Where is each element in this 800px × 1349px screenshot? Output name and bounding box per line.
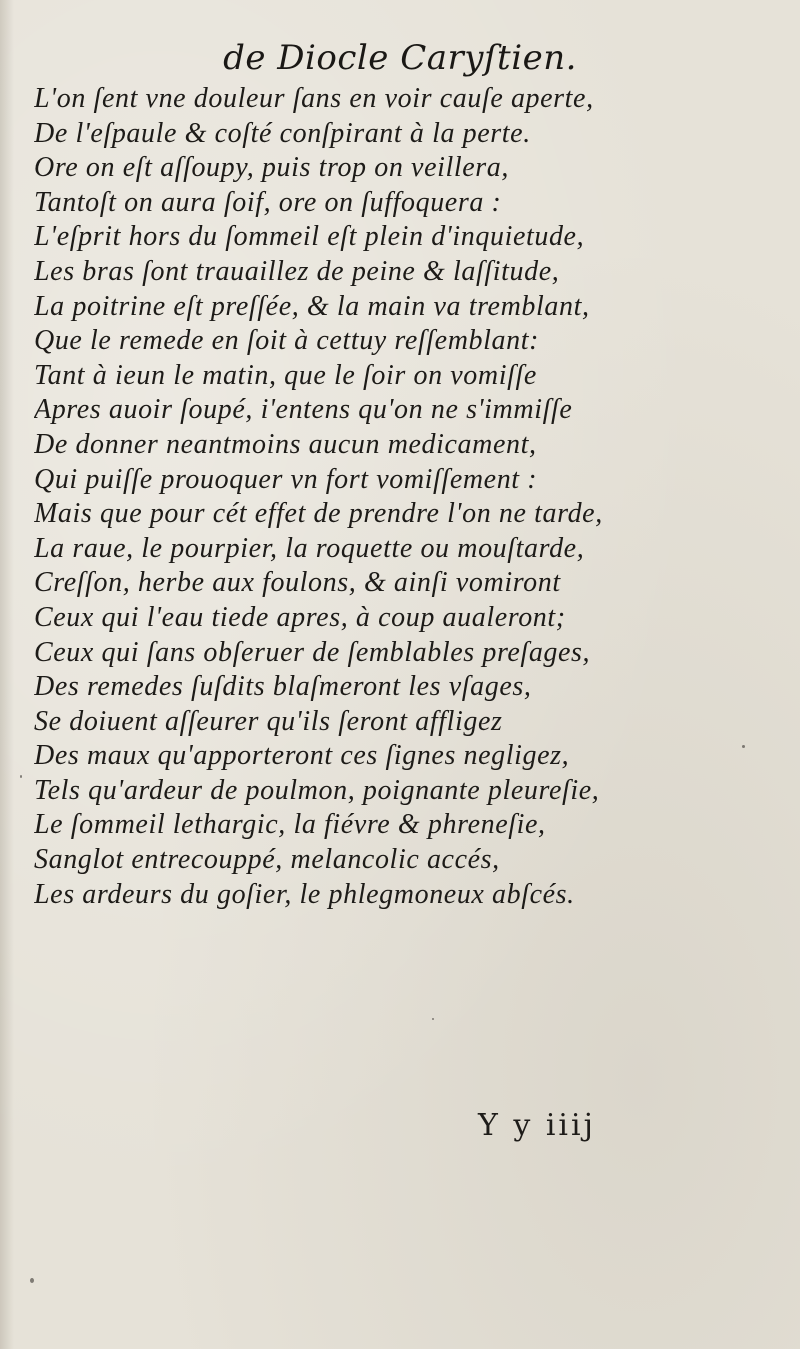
verse-line: Ore on eſt aſſoupy, puis trop on veillera, (34, 152, 509, 184)
verse-line: L'on ſent vne douleur ſans en voir cauſe aperte, (34, 83, 594, 114)
verse-line: L'eſprit hors du ſommeil eſt plein d'inquietude, (34, 221, 585, 253)
signature-mark: Y y iiij (478, 1108, 596, 1143)
running-head: de Diocle Caryſtien. (223, 38, 577, 78)
paper-speck (742, 745, 745, 748)
verse-line: Tantoſt on aura ſoif, ore on ſuffoquera : (34, 186, 502, 218)
verse-line: Mais que pour cét effet de prendre l'on ne tarde, (34, 498, 603, 530)
verse-line: De l'eſpaule & coſté conſpirant à la perte. (34, 117, 531, 149)
page-fold-shadow (0, 0, 14, 1349)
paper-speck (20, 775, 22, 778)
verse-line: De donner neantmoins aucun medicament, (34, 428, 537, 460)
verse-line: Les bras ſont trauaillez de peine & laſſitude, (34, 255, 560, 287)
verse-line: Qui puiſſe prouoquer vn fort vomiſſement : (34, 463, 538, 495)
paper-speck (30, 1278, 34, 1283)
verse-line: Creſſon, herbe aux foulons, & ainſi vomiront (34, 567, 561, 599)
verse-line: Les ardeurs du goſier, le phlegmoneux abſcés. (34, 878, 575, 910)
verse-line: La poitrine eſt preſſée, & la main va tremblant, (34, 290, 590, 322)
verse-line: Des remedes ſuſdits blaſmeront les vſages, (34, 671, 532, 703)
verse-line: Ceux qui l'eau tiede apres, à coup aualeront; (34, 601, 566, 633)
verse-line: Se doiuent aſſeurer qu'ils ſeront affligez (34, 705, 503, 737)
verse-line: Apres auoir ſoupé, i'entens qu'on ne s'immiſſe (34, 394, 573, 426)
verse-line: Sanglot entrecouppé, melancolic accés, (34, 844, 500, 876)
verse-line: Ceux qui ſans obſeruer de ſemblables preſages, (34, 636, 591, 668)
verse-line: La raue, le pourpier, la roquette ou mouſtarde, (34, 532, 585, 564)
verse-line: Tant à ieun le matin, que le ſoir on vomiſſe (34, 359, 537, 391)
verse-text (34, 82, 734, 912)
verse-line: Que le remede en ſoit à cettuy reſſemblant: (34, 325, 539, 357)
verse-line: Tels qu'ardeur de poulmon, poignante pleureſie, (34, 774, 600, 806)
verse-line: Le ſommeil lethargic, la fiévre & phreneſie, (34, 809, 546, 841)
verse-line: Des maux qu'apporteront ces ſignes negligez, (34, 740, 570, 772)
paper-speck (432, 1018, 434, 1020)
